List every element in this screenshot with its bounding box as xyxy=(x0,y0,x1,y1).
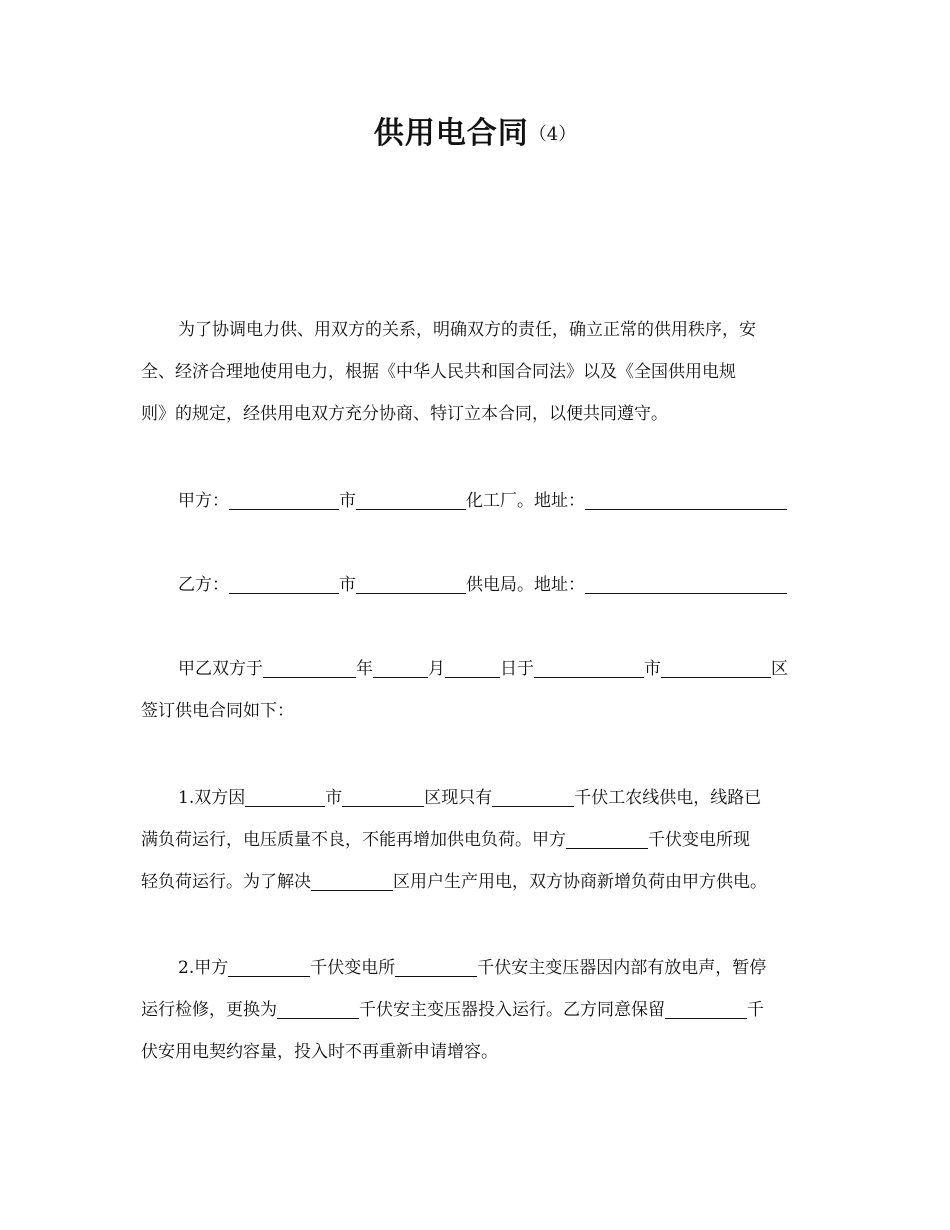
signing-city-text: 市 xyxy=(644,659,661,679)
signing-district-blank[interactable] xyxy=(661,654,771,678)
signing-day-text: 日于 xyxy=(500,659,534,679)
party-b-address-blank[interactable] xyxy=(585,570,787,594)
preamble-line-1: 为了协调电力供、用双方的关系，明确双方的责任，确立正常的供用秩序，安 xyxy=(178,320,756,340)
clause-1-line-1 xyxy=(141,777,811,819)
party-b-city-blank[interactable] xyxy=(229,570,339,594)
clause-1-line-3 xyxy=(141,861,811,903)
signing-month-text: 月 xyxy=(428,659,445,679)
party-b-city-text: 市 xyxy=(339,575,356,595)
clause-1-kv-blank[interactable] xyxy=(492,783,574,807)
clause-1-line-text: 千伏工农线供电，线路已 xyxy=(574,788,762,808)
clause-1-number: 1.双方因 xyxy=(178,788,246,808)
signing-year-text: 年 xyxy=(356,659,373,679)
party-a-paragraph xyxy=(141,480,811,522)
signing-month-blank[interactable] xyxy=(373,654,428,678)
party-a-org-text: 化工厂。地址： xyxy=(466,491,585,511)
party-b-line xyxy=(141,564,811,606)
clause-2-kva-blank[interactable] xyxy=(395,953,477,977)
clause-1-line-3-text-b: 区用户生产用电，双方协商新增负荷由甲方供电。 xyxy=(393,872,767,892)
party-a-address-blank[interactable] xyxy=(585,486,787,510)
signing-year-blank[interactable] xyxy=(263,654,356,678)
party-a-name-blank[interactable] xyxy=(356,486,466,510)
clause-2-number: 2.甲方 xyxy=(178,958,229,978)
party-b-paragraph xyxy=(141,564,811,606)
clause-1-district-blank[interactable] xyxy=(342,783,424,807)
clause-1-city-blank[interactable] xyxy=(245,783,325,807)
clause-2-reserved-kva-blank[interactable] xyxy=(665,995,747,1019)
clause-2-line-2-text-c: 千 xyxy=(747,1000,764,1020)
clause-2-substation-text: 千伏变电所 xyxy=(310,958,396,978)
clause-2-line-3: 伏安用电契约容量，投入时不再重新申请增容。 xyxy=(141,1042,498,1062)
preamble-paragraph xyxy=(141,309,811,435)
party-b-org-text: 供电局。地址： xyxy=(466,575,585,595)
signing-city-blank[interactable] xyxy=(534,654,644,678)
clause-2-line-2 xyxy=(141,989,811,1031)
clause-2-transformer-text: 千伏安主变压器因内部有放电声，暂停 xyxy=(477,958,767,978)
party-a-line xyxy=(141,480,811,522)
party-a-city-text: 市 xyxy=(339,491,356,511)
clause-2-kv-blank[interactable] xyxy=(228,953,310,977)
clause-2-line-2-text-a: 运行检修，更换为 xyxy=(141,1000,277,1020)
signing-day-blank[interactable] xyxy=(445,654,500,678)
title-number: （4） xyxy=(528,124,577,145)
preamble-line-3: 则》的规定，经供用电双方充分协商、特订立本合同，以便共同遵守。 xyxy=(141,404,668,424)
clause-1-district-text: 区现只有 xyxy=(424,788,493,808)
clause-1-line-2-text-b: 千伏变电所现 xyxy=(648,830,750,850)
clause-1-line-2-text-a: 满负荷运行，电压质量不良，不能再增加供电负荷。甲方 xyxy=(141,830,566,850)
clause-2-replacement-kva-blank[interactable] xyxy=(277,995,359,1019)
clause-1-line-3-text-a: 轻负荷运行。为了解决 xyxy=(141,872,311,892)
preamble-line-2: 全、经济合理地使用电力，根据《中华人民共和国合同法》以及《全国供用电规 xyxy=(141,362,736,382)
clause-1-area-blank[interactable] xyxy=(311,867,393,891)
party-a-city-blank[interactable] xyxy=(229,486,339,510)
signing-line-1 xyxy=(141,648,811,690)
title-main: 供用电合同 xyxy=(373,116,529,151)
party-a-label: 甲方： xyxy=(178,491,229,511)
clause-2-line-2-text-b: 千伏安主变压器投入运行。乙方同意保留 xyxy=(359,1000,665,1020)
signing-district-text: 区 xyxy=(771,659,788,679)
clause-2-line-1 xyxy=(141,947,811,989)
party-b-name-blank[interactable] xyxy=(356,570,466,594)
clause-2-paragraph xyxy=(141,947,811,1073)
document-title xyxy=(0,112,950,160)
clause-1-substation-kv-blank[interactable] xyxy=(566,825,648,849)
clause-1-paragraph xyxy=(141,777,811,903)
party-b-label: 乙方： xyxy=(178,575,229,595)
clause-1-line-2 xyxy=(141,819,811,861)
clause-1-city-text: 市 xyxy=(325,788,343,808)
signing-prefix: 甲乙双方于 xyxy=(178,659,263,679)
signing-paragraph xyxy=(141,648,811,732)
signing-line-2: 签订供电合同如下： xyxy=(141,701,294,721)
